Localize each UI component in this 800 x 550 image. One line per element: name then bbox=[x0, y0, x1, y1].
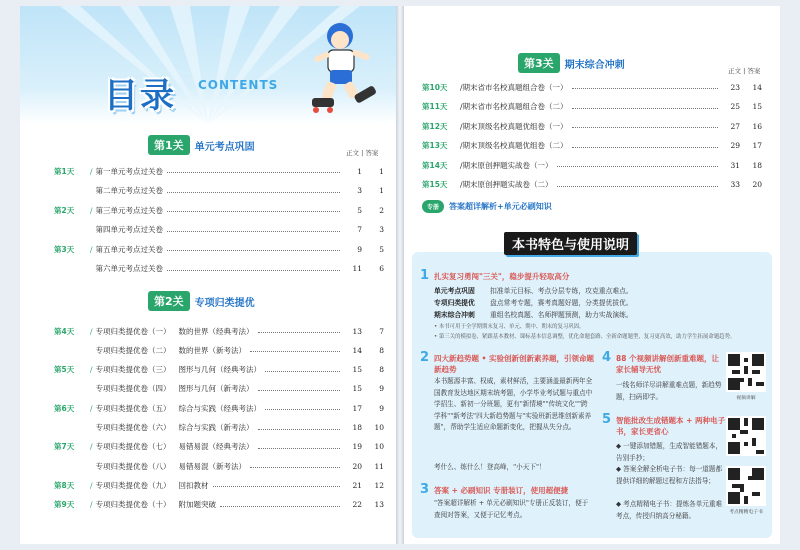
toc-day: 第13天 bbox=[422, 141, 448, 150]
toc-page-number: 23 bbox=[730, 82, 740, 92]
toc-page-number: 1 bbox=[357, 166, 362, 176]
toc-leader-dots bbox=[572, 85, 718, 89]
video-qr-label: 视频讲解 bbox=[736, 396, 756, 401]
toc-page-number: 22 bbox=[352, 500, 362, 510]
feature4-heading: 88 个视频讲解创新重难题，让家长辅导无忧 bbox=[616, 354, 720, 374]
toc-leader-dots bbox=[265, 406, 340, 410]
toc-separator: / bbox=[90, 205, 93, 215]
toc-entry-name: 专项归类提优卷（十） bbox=[95, 500, 171, 510]
toc-entry-name: 专项归类提优卷（三） bbox=[95, 365, 171, 375]
ebook-qr-label: 考点精精电子书 bbox=[729, 510, 763, 515]
toc-leader-dots bbox=[167, 169, 340, 173]
toc-leader-dots bbox=[250, 464, 340, 468]
toc-row[interactable] bbox=[54, 223, 384, 237]
toc-leader-dots bbox=[167, 228, 340, 232]
features-panel bbox=[412, 252, 772, 538]
features-title: 本书特色与使用说明 bbox=[504, 232, 637, 255]
toc-leader-dots bbox=[167, 189, 340, 193]
toc-row[interactable] bbox=[54, 459, 384, 473]
toc-row[interactable] bbox=[422, 158, 762, 172]
left-page bbox=[20, 6, 396, 544]
toc-leader-dots bbox=[167, 247, 340, 251]
feature2-text: 本书题源丰富、权威，素材鲜活，主要涵盖最新两年全国教育发达地区期末统考题，小学毕业考试题与重点中学招生、新初一分班题，更有"新情境""传统文化""跨学科""新考法"四大新趋势题与"实验班新思维创新素养题"，帮助学生适应命题新变化，把握从失分点。 bbox=[434, 377, 593, 431]
toc-row[interactable] bbox=[54, 478, 384, 492]
toc-answer-page: 8 bbox=[379, 365, 384, 375]
feature5-item: ◆ 考点精精电子书：提炼各单元重难考点，传授归纳高分秘籍。 bbox=[616, 500, 723, 520]
feature5-number: 5 bbox=[602, 412, 612, 427]
feature1-row bbox=[434, 297, 633, 307]
toc-leader-dots bbox=[557, 183, 718, 187]
toc-answer-page: 11 bbox=[374, 461, 384, 471]
toc-leader-dots bbox=[258, 445, 340, 449]
feature3-number: 3 bbox=[420, 482, 430, 497]
toc-page-number: 29 bbox=[730, 141, 740, 150]
toc-row[interactable] bbox=[54, 262, 384, 276]
toc-day: 第1天 bbox=[54, 166, 75, 176]
toc-leader-dots bbox=[167, 267, 340, 271]
toc-day: 第11天 bbox=[422, 102, 448, 111]
toc-entry-topic: 图形与几何（经典考法） bbox=[178, 365, 262, 375]
toc-day: 第5天 bbox=[54, 365, 75, 375]
special-booklet bbox=[422, 200, 552, 213]
feature4-text: 一线名师详尽讲解重难点题，新趋势题，扫码即学。 bbox=[616, 381, 722, 401]
qr-code-icon bbox=[728, 418, 764, 454]
toc-row[interactable] bbox=[422, 119, 762, 133]
section1-column-header: 正文 | 答案 bbox=[346, 149, 379, 157]
skater-illustration bbox=[304, 18, 384, 116]
toc-day: 第4天 bbox=[54, 326, 75, 336]
toc-leader-dots bbox=[213, 483, 340, 487]
toc-page-number: 21 bbox=[352, 480, 362, 490]
ebook-qr-code-2[interactable] bbox=[726, 466, 766, 506]
toc-answer-page: 9 bbox=[379, 403, 384, 413]
feature1-row bbox=[434, 285, 633, 295]
toc-answer-page: 12 bbox=[374, 480, 384, 490]
toc-entry-name: 期末省市名校真题组合卷（二） bbox=[462, 102, 568, 111]
feature5-item: ◆ 一键添加错题，生成智能错题本，告别手抄； bbox=[616, 442, 723, 462]
toc-answer-page: 7 bbox=[379, 326, 384, 336]
toc-separator: / bbox=[90, 326, 93, 336]
toc-answer-page: 1 bbox=[379, 166, 384, 176]
toc-entry-name: 第五单元考点过关卷 bbox=[95, 244, 164, 254]
feature3-text: "答案超详解析 + 单元必刷知识"专册正反装订，便于查阅对答案，又便于记忆考点。 bbox=[434, 499, 589, 519]
qr-code-icon bbox=[728, 354, 764, 390]
toc-page-number: 7 bbox=[357, 225, 362, 234]
section1-title: 单元考点巩固 bbox=[194, 141, 255, 153]
toc-row[interactable] bbox=[54, 184, 384, 198]
toc-entry-name: 第四单元考点过关卷 bbox=[95, 225, 164, 234]
toc-row[interactable] bbox=[54, 203, 384, 217]
toc-answer-page: 9 bbox=[379, 384, 384, 394]
feature2-extra: 考什么、练什么！登高峰，"小天下"！ bbox=[434, 463, 546, 471]
toc-separator: / bbox=[460, 102, 463, 111]
toc-entry-topic: 易错易混（新考法） bbox=[178, 461, 247, 471]
toc-entry-topic: 数的世界（新考法） bbox=[178, 345, 247, 355]
toc-separator: / bbox=[460, 141, 463, 150]
toc-row[interactable] bbox=[54, 498, 384, 512]
toc-row[interactable] bbox=[54, 440, 384, 454]
toc-page-number: 11 bbox=[352, 264, 362, 273]
right-page bbox=[404, 6, 780, 544]
toc-page-number: 3 bbox=[357, 186, 362, 195]
toc-entry-name: 专项归类提优卷（九） bbox=[95, 480, 171, 490]
toc-row[interactable] bbox=[54, 242, 384, 256]
toc-row[interactable] bbox=[54, 164, 384, 178]
toc-answer-page: 14 bbox=[752, 82, 762, 92]
toc-row[interactable] bbox=[54, 382, 384, 396]
toc-entry-topic: 图形与几何（新考法） bbox=[178, 384, 254, 394]
toc-separator: / bbox=[460, 180, 463, 189]
toc-entry-topic: 附加题突破 bbox=[178, 500, 217, 510]
toc-separator: / bbox=[90, 166, 93, 176]
section3-column-header: 正文 | 答案 bbox=[728, 67, 761, 75]
toc-row[interactable] bbox=[54, 324, 384, 338]
feature3-heading: 答案 + 必刷知识 专册装订，使用超便捷 bbox=[434, 486, 569, 495]
toc-separator: / bbox=[460, 82, 463, 92]
toc-entry-name: 专项归类提优卷（八） bbox=[95, 461, 171, 471]
toc-answer-page: 20 bbox=[752, 180, 762, 189]
toc-row[interactable] bbox=[54, 363, 384, 377]
feature5-item: ◆ 答案全解全析电子书：每一道题都提供详细的解题过程和方法指导； bbox=[616, 465, 723, 485]
toc-day: 第7天 bbox=[54, 442, 75, 452]
toc-page-number: 17 bbox=[352, 403, 362, 413]
toc-separator: / bbox=[90, 244, 93, 254]
toc-day: 第10天 bbox=[422, 82, 448, 92]
toc-page-number: 5 bbox=[357, 205, 362, 215]
toc-day: 第15天 bbox=[422, 180, 448, 189]
toc-day: 第12天 bbox=[422, 121, 448, 131]
toc-row[interactable] bbox=[54, 343, 384, 357]
toc-leader-dots bbox=[572, 144, 718, 148]
toc-entry-name: 第三单元考点过关卷 bbox=[95, 205, 164, 215]
special-tag: 专册 bbox=[422, 200, 444, 213]
toc-row[interactable] bbox=[54, 401, 384, 415]
toc-day: 第2天 bbox=[54, 205, 75, 215]
toc-separator: / bbox=[460, 121, 463, 131]
toc-entry-name: 专项归类提优卷（六） bbox=[95, 423, 171, 432]
toc-day: 第6天 bbox=[54, 403, 75, 413]
toc-answer-page: 17 bbox=[752, 141, 762, 150]
toc-entry-name: 期末顶级名校真题优组卷（一） bbox=[462, 121, 568, 131]
toc-entry-name: 期末省市名校真题组合卷（一） bbox=[462, 82, 568, 92]
toc-answer-page: 18 bbox=[752, 160, 762, 170]
toc-answer-page: 10 bbox=[374, 423, 384, 432]
toc-leader-dots bbox=[572, 124, 718, 128]
toc-day: 第14天 bbox=[422, 160, 448, 170]
feature4-number: 4 bbox=[602, 350, 612, 365]
feature1-row-value: 盘点常考专题，赛考真题好题，分类提优拔优。 bbox=[490, 299, 633, 307]
toc-day: 第8天 bbox=[54, 480, 75, 490]
toc-entry-name: 专项归类提优卷（二） bbox=[95, 345, 171, 355]
toc-answer-page: 5 bbox=[379, 244, 384, 254]
toc-leader-dots bbox=[220, 503, 340, 507]
toc-answer-page: 2 bbox=[379, 205, 384, 215]
toc-entry-name: 期末顶级名校真题优组卷（二） bbox=[462, 141, 568, 150]
section3-banner bbox=[518, 54, 625, 72]
toc-page-number: 13 bbox=[352, 326, 362, 336]
toc-separator: / bbox=[90, 403, 93, 413]
toc-day: 第9天 bbox=[54, 500, 75, 510]
video-qr-code[interactable] bbox=[726, 352, 766, 392]
toc-page-number: 15 bbox=[352, 365, 362, 375]
toc-row[interactable] bbox=[422, 100, 762, 114]
section2-banner bbox=[148, 292, 255, 310]
feature1-heading: 扎实复习勇闯"三关"，稳步提升轻取高分 bbox=[434, 272, 570, 281]
toc-page-number: 33 bbox=[730, 180, 740, 189]
toc-page-number: 15 bbox=[352, 384, 362, 394]
toc-leader-dots bbox=[258, 426, 340, 430]
feature1-row-key: 期末综合冲刺 bbox=[434, 311, 475, 319]
book-spine bbox=[396, 6, 404, 544]
feature1-row-value: 扣准单元目标、考点分层专练，攻克重点难点。 bbox=[490, 287, 633, 295]
section3-title: 期末综合冲刺 bbox=[564, 59, 625, 71]
toc-answer-page: 13 bbox=[374, 500, 384, 510]
toc-separator: / bbox=[90, 480, 93, 490]
ebook-qr-code[interactable] bbox=[726, 416, 766, 456]
section1-banner bbox=[148, 136, 255, 154]
toc-answer-page: 10 bbox=[374, 442, 384, 452]
section2-title: 专项归类提优 bbox=[194, 297, 255, 309]
feature2-heading: 四大新趋势题 • 实验创新创新素养题，引领命题新趋势 bbox=[434, 354, 595, 374]
toc-leader-dots bbox=[250, 348, 340, 352]
toc-leader-dots bbox=[572, 105, 718, 109]
toc-entry-name: 期末原创押题实战卷（二） bbox=[462, 180, 553, 189]
special-text: 答案超详解析+单元必刷知识 bbox=[449, 202, 552, 211]
toc-page-number: 18 bbox=[352, 423, 362, 432]
section1-number: 第1关 bbox=[148, 135, 190, 155]
section3-number: 第3关 bbox=[518, 53, 560, 73]
toc-answer-page: 16 bbox=[752, 121, 762, 131]
toc-leader-dots bbox=[258, 387, 340, 391]
feature1-note: • 本书可用于全学期期末复习、单元、期中、期末的复习巩固。 bbox=[434, 324, 585, 330]
feature5-heading: 智能批改生成错题本 + 两种电子书，家长更省心 bbox=[616, 416, 726, 436]
toc-separator: / bbox=[90, 500, 93, 510]
toc-leader-dots bbox=[167, 208, 340, 212]
toc-row[interactable] bbox=[54, 421, 384, 435]
toc-entry-topic: 回扣教材 bbox=[178, 480, 209, 490]
toc-leader-dots bbox=[265, 368, 340, 372]
toc-page-number: 25 bbox=[730, 102, 740, 111]
toc-answer-page: 6 bbox=[379, 264, 384, 273]
toc-entry-name: 第一单元考点过关卷 bbox=[95, 166, 164, 176]
feature1-row-key: 专项归类提优 bbox=[434, 299, 475, 307]
toc-entry-name: 期末原创押题实战卷（一） bbox=[462, 160, 553, 170]
section2-number: 第2关 bbox=[148, 291, 190, 311]
feature1-number: 1 bbox=[420, 268, 430, 283]
toc-entry-topic: 易错易混（经典考法） bbox=[178, 442, 254, 452]
toc-entry-name: 第二单元考点过关卷 bbox=[95, 186, 164, 195]
feature2-number: 2 bbox=[420, 350, 430, 365]
toc-page-number: 9 bbox=[357, 244, 362, 254]
toc-answer-page: 15 bbox=[752, 102, 762, 111]
toc-answer-page: 8 bbox=[379, 345, 384, 355]
toc-page-number: 19 bbox=[352, 442, 362, 452]
toc-entry-name: 专项归类提优卷（一） bbox=[95, 326, 171, 336]
feature1-note: • 第三关的模拟卷，紧跟基本教材、课标基本信息调整，优化命题套路、全新命题题型，复习更高效，助力学生拓展命题趋势。 bbox=[434, 334, 736, 340]
toc-entry-topic: 综合与实践（新考法） bbox=[178, 423, 254, 432]
toc-answer-page: 3 bbox=[379, 225, 384, 234]
toc-row[interactable] bbox=[422, 139, 762, 153]
qr-code-icon bbox=[728, 468, 764, 504]
toc-leader-dots bbox=[258, 329, 340, 333]
toc-day: 第3天 bbox=[54, 244, 75, 254]
toc-entry-name: 专项归类提优卷（五） bbox=[95, 403, 171, 413]
feature1-row bbox=[434, 309, 633, 319]
toc-entry-topic: 综合与实践（经典考法） bbox=[178, 403, 262, 413]
toc-entry-name: 专项归类提优卷（七） bbox=[95, 442, 171, 452]
toc-page-number: 14 bbox=[352, 345, 362, 355]
toc-separator: / bbox=[460, 160, 463, 170]
toc-page-number: 20 bbox=[352, 461, 362, 471]
page-subtitle: CONTENTS bbox=[198, 78, 279, 92]
toc-row[interactable] bbox=[422, 178, 762, 192]
toc-separator: / bbox=[90, 442, 93, 452]
toc-entry-name: 专项归类提优卷（四） bbox=[95, 384, 171, 394]
toc-entry-name: 第六单元考点过关卷 bbox=[95, 264, 164, 273]
toc-row[interactable] bbox=[422, 80, 762, 94]
toc-leader-dots bbox=[557, 163, 718, 167]
feature1-row-key: 单元考点巩固 bbox=[434, 287, 475, 295]
toc-separator: / bbox=[90, 365, 93, 375]
toc-page-number: 31 bbox=[730, 160, 740, 170]
toc-page-number: 27 bbox=[730, 121, 740, 131]
feature1-row-value: 重组名校真题、名师押题预测，助力实战演练。 bbox=[490, 311, 633, 319]
toc-answer-page: 1 bbox=[379, 186, 384, 195]
page-title: 目录 bbox=[104, 76, 176, 116]
toc-entry-topic: 数的世界（经典考法） bbox=[178, 326, 254, 336]
